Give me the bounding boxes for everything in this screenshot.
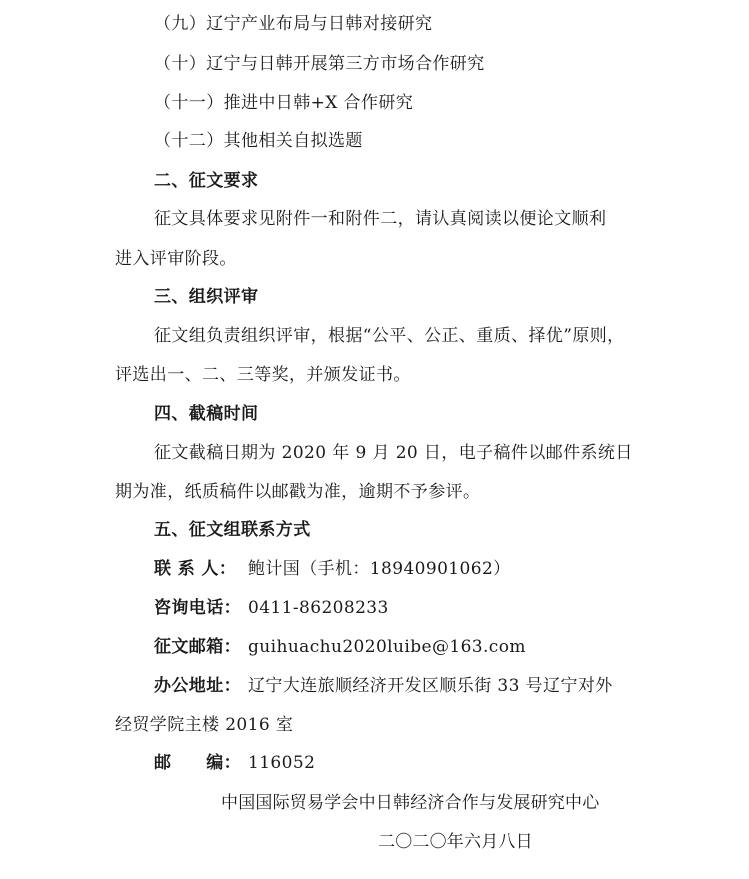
- contact-person-row: [154, 558, 511, 580]
- signature-organization: 中国国际贸易学会中日韩经济合作与发展研究中心: [221, 793, 600, 813]
- phone-row: [154, 597, 389, 619]
- zip-row: [154, 752, 315, 774]
- section-heading-deadline: 四、截稿时间: [154, 404, 259, 424]
- requirements-paragraph-line-1: 征文具体要求见附件一和附件二，请认真阅读以便论文顺利: [154, 209, 607, 229]
- section-heading-requirements: 二、征文要求: [154, 171, 259, 191]
- contact-person-label: 联 系 人：: [154, 559, 237, 579]
- zip-value: 116052: [248, 753, 316, 773]
- contact-person-value: 鲍计国（手机：18940901062）: [248, 559, 511, 579]
- topic-item-11: （十一）推进中日韩+X 合作研究: [154, 93, 414, 113]
- address-value-line-1: 辽宁大连旅顺经济开发区顺乐街 33 号辽宁对外: [248, 676, 613, 696]
- review-paragraph-line-1: 征文组负责组织评审，根据“公平、公正、重质、择优”原则，: [154, 326, 625, 346]
- section-heading-review: 三、组织评审: [154, 287, 259, 307]
- review-paragraph-line-2: 评选出一、二、三等奖，并颁发证书。: [115, 365, 411, 385]
- topic-item-9: （九）辽宁产业布局与日韩对接研究: [154, 14, 433, 34]
- deadline-paragraph-line-2: 期为准，纸质稿件以邮戳为准，逾期不予参评。: [115, 482, 481, 502]
- address-value-line-2: 经贸学院主楼 2016 室: [115, 715, 294, 735]
- section-heading-contact: 五、征文组联系方式: [154, 520, 311, 540]
- deadline-paragraph-line-1: 征文截稿日期为 2020 年 9 月 20 日，电子稿件以邮件系统日: [154, 443, 633, 463]
- email-value: guihuachu2020luibe@163.com: [248, 637, 526, 657]
- zip-label: 邮 编：: [154, 753, 241, 773]
- phone-label: 咨询电话：: [154, 598, 241, 618]
- email-row: [154, 636, 526, 658]
- phone-value: 0411-86208233: [248, 598, 389, 618]
- signature-date: 二〇二〇年六月八日: [378, 832, 533, 852]
- email-label: 征文邮箱：: [154, 637, 241, 657]
- topic-item-12: （十二）其他相关自拟选题: [154, 131, 363, 151]
- address-row: [154, 675, 613, 697]
- topic-item-10: （十）辽宁与日韩开展第三方市场合作研究: [154, 54, 485, 74]
- requirements-paragraph-line-2: 进入评审阶段。: [115, 249, 237, 269]
- address-label: 办公地址：: [154, 676, 241, 696]
